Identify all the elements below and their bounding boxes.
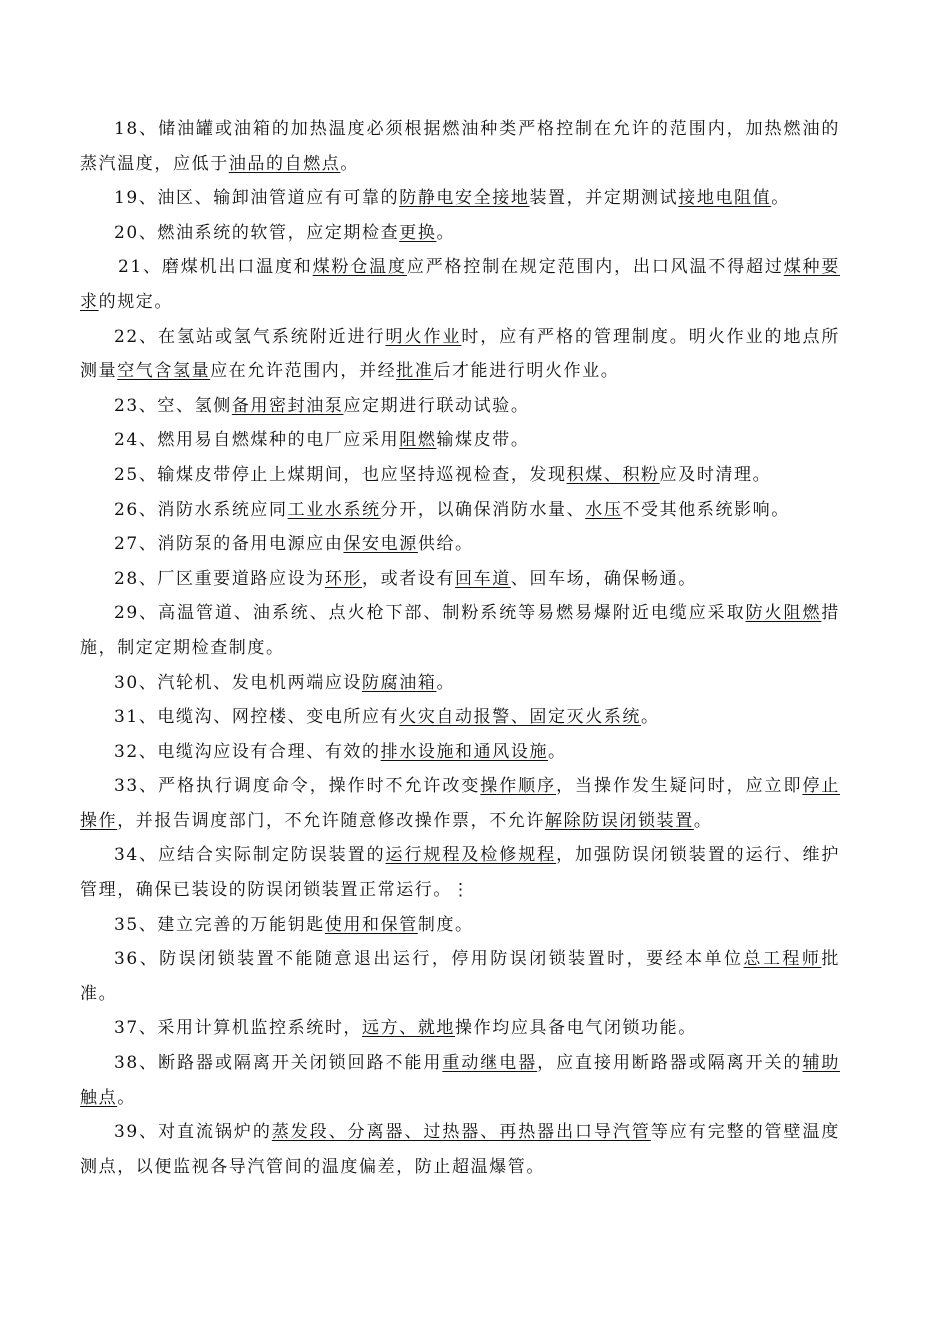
item-text: 批准。	[80, 949, 840, 1004]
list-item	[80, 527, 840, 562]
list-item	[80, 1011, 840, 1046]
list-item	[80, 908, 840, 943]
underlined-answer: 重动继电器	[442, 1053, 538, 1074]
list-item	[80, 735, 840, 770]
list-item	[80, 493, 840, 528]
list-item	[80, 1046, 840, 1115]
item-text: 33、严格执行调度命令，操作时不允许改变	[114, 776, 481, 797]
list-item	[80, 1115, 840, 1184]
list-item	[80, 596, 840, 665]
item-text: 19、油区、输卸油管道应有可靠的	[114, 188, 400, 209]
list-item	[80, 423, 840, 458]
item-text: 措施，制定定期检查制度。	[80, 603, 841, 658]
underlined-answer: 更换	[399, 222, 437, 243]
underlined-answer: 回车道	[455, 568, 511, 589]
list-item	[80, 250, 840, 319]
underlined-answer: 防静电安全接地	[399, 188, 530, 209]
item-text: 装置，并定期测试	[529, 188, 679, 209]
list-item	[80, 112, 840, 181]
list-item	[80, 320, 840, 389]
underlined-answer: 环形	[324, 568, 363, 589]
document-page	[80, 112, 840, 1184]
item-text: 34、应结合实际制定防误装置的	[114, 845, 386, 866]
list-item	[80, 769, 840, 838]
item-text: ，当操作发生疑问时，应立即	[556, 776, 803, 797]
underlined-answer: 批准	[396, 361, 434, 382]
item-text: 操作均应具备电气闭锁功能。	[455, 1018, 697, 1039]
list-item	[80, 389, 840, 424]
item-text: 供给。	[417, 534, 474, 555]
list-item	[80, 838, 840, 907]
item-text: 分开，以确保消防水量、	[380, 499, 586, 520]
item-text: 30、汽轮机、发电机两端应设	[114, 672, 363, 693]
item-text: 18、储油罐或油箱的加热温度必须根据燃油种类严格控制在允许的范围内，加热燃油的蒸汽温度，应低于	[80, 119, 840, 174]
list-item	[80, 562, 840, 597]
underlined-answer: 积煤、积粉	[566, 464, 660, 485]
underlined-answer: 远方、就地	[362, 1018, 456, 1039]
item-text: 。	[771, 188, 790, 209]
item-text: 等应有完整的管壁温度测点，以便监视各导汽管间的温度偏差，防止超温爆管。	[80, 1122, 841, 1177]
item-text: 39、对直流锅炉的	[114, 1122, 272, 1143]
item-text: 25、输煤皮带停止上煤期间，也应坚持巡视检查，发现	[114, 464, 567, 485]
item-text: ，并报告调度部门，不允许随意修改操作票，不允许	[117, 810, 546, 831]
item-text: 应严格控制在规定范围内，出口风温不得超过	[406, 257, 784, 278]
item-text: 29、高温管道、油系统、点火枪下部、制粉系统等易燃易爆附近电缆应采取	[114, 603, 746, 624]
underlined-answer: 总工程师	[743, 949, 822, 970]
underlined-answer: 停止操作	[80, 776, 841, 831]
underlined-answer: 解除防误闭锁装置	[545, 810, 694, 831]
list-item	[80, 216, 840, 251]
underlined-answer: 火灾自动报警、固定灭火系统	[399, 707, 642, 728]
list-item	[80, 181, 840, 216]
item-text: 22、在氢站或氢气系统附近进行	[114, 326, 386, 347]
list-item	[80, 666, 840, 701]
item-text: ，或者设有	[362, 568, 456, 589]
item-text: 24、燃用易自燃煤种的电厂应采用	[114, 430, 400, 451]
item-text: 27、消防泵的备用电源应由	[114, 534, 344, 555]
item-text: 。	[548, 741, 567, 762]
item-text: 不受其他系统影响。	[622, 499, 790, 520]
underlined-answer: 水压	[585, 499, 623, 520]
underlined-answer: 防腐油箱	[362, 672, 437, 693]
underlined-answer: 接地电阻值	[678, 188, 772, 209]
item-text: 应定期进行联动试验。	[343, 395, 530, 416]
item-text: 。	[436, 222, 456, 243]
underlined-answer: 空气含氢量	[117, 361, 211, 382]
item-text: 36、防误闭锁装置不能随意退出运行，停用防误闭锁装置时，要经本单位	[114, 949, 744, 970]
list-item	[80, 700, 840, 735]
item-text: 38、断路器或隔离开关闭锁回路不能用	[114, 1053, 443, 1074]
item-text: 的规定。	[98, 291, 174, 312]
item-text: 制度。	[417, 914, 474, 935]
item-text: 。	[117, 1087, 136, 1108]
underlined-answer: 工业水系统	[287, 499, 381, 520]
list-item	[80, 942, 840, 1011]
item-text: 35、建立完善的万能钥匙	[114, 914, 325, 935]
item-text: 。	[693, 810, 713, 831]
item-text: 32、电缆沟应设有合理、有效的	[114, 741, 381, 762]
underlined-answer: 排水设施和通风设施	[380, 741, 549, 762]
underlined-answer: 蒸发段、分离器、过热器、再热器出口导汽管	[271, 1122, 651, 1143]
item-text: 时，应有严格的管理制度。明火作业的地点所测量	[80, 326, 841, 382]
item-text: 26、消防水系统应同	[114, 499, 288, 520]
item-text: ，应直接用断路器或隔离开关的	[537, 1053, 803, 1074]
underlined-answer: 煤种要求	[80, 257, 841, 312]
item-text: 、回车场，确保畅通。	[510, 568, 697, 589]
item-text: 后才能进行明火作业。	[433, 361, 620, 382]
item-text: ，加强防误闭锁装置的运行、维护管理，确保已装设的防误闭锁装置正常运行。⋮	[80, 845, 841, 901]
underlined-answer: 煤粉仓温度	[312, 257, 407, 278]
item-text: 。	[436, 672, 456, 693]
item-text: 输煤皮带。	[436, 430, 530, 451]
underlined-answer: 防火阻燃	[745, 603, 822, 624]
item-text: 31、电缆沟、网控楼、变电所应有	[114, 707, 400, 728]
underlined-answer: 操作顺序	[480, 776, 557, 797]
item-text: 应及时清理。	[659, 464, 772, 485]
underlined-answer: 阻燃	[399, 430, 437, 451]
item-text: 应在允许范围内，并经	[210, 361, 397, 382]
item-text: 。	[641, 707, 660, 728]
underlined-answer: 使用和保管	[324, 914, 418, 935]
underlined-answer: 油品的自燃点	[228, 153, 341, 174]
item-text: 37、采用计算机监控系统时，	[114, 1018, 363, 1039]
underlined-answer: 运行规程及检修规程	[385, 845, 557, 866]
item-text: 。	[340, 153, 360, 174]
underlined-answer: 辅助触点	[80, 1053, 841, 1108]
list-item	[80, 458, 840, 493]
item-text: 28、厂区重要道路应设为	[114, 568, 325, 589]
item-text: 21、磨煤机出口温度和	[118, 257, 313, 278]
item-text: 20、燃油系统的软管，应定期检查	[114, 222, 400, 243]
item-text: 23、空、氢侧	[114, 395, 232, 416]
underlined-answer: 备用密封油泵	[231, 395, 344, 416]
underlined-answer: 明火作业	[385, 326, 462, 347]
underlined-answer: 保安电源	[343, 534, 418, 555]
